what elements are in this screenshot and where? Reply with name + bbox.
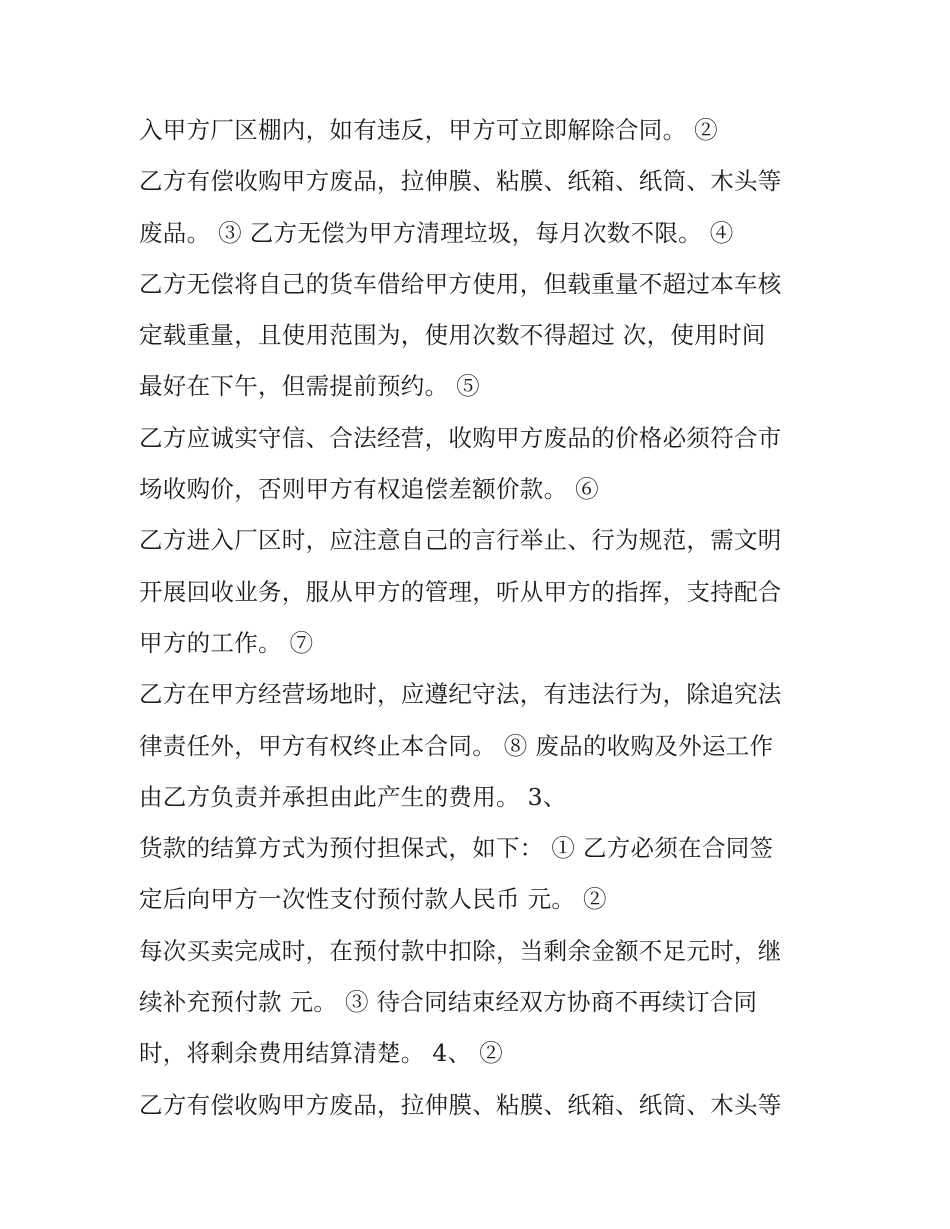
text-line: 入甲方厂区棚内，如有违反，甲方可立即解除合同。 ② [139, 116, 718, 144]
text-line: 每次买卖完成时，在预付款中扣除，当剩余金额不足元时，继 [139, 936, 782, 965]
text-line: 时，将剩余费用结算清楚。 4、 ② [139, 1039, 503, 1068]
text-line: 乙方有偿收购甲方废品，拉伸膜、粘膜、纸箱、纸筒、木头等 [139, 1090, 782, 1119]
text-line: 甲方的工作。 ⑦ [139, 628, 314, 657]
text-line: 乙方无偿将自己的货车借给甲方使用，但载重量不超过本车核 [139, 269, 782, 298]
text-line: 定载重量，且使用范围为，使用次数不得超过 次，使用时间 [139, 321, 766, 350]
text-line: 场收购价，否则甲方有权追偿差额价款。 ⑥ [139, 475, 599, 504]
text-line: 续补充预付款 元。 ③ 待合同结束经双方协商不再续订合同 [139, 988, 758, 1017]
text-line: 由乙方负责并承担由此产生的费用。 3、 [139, 782, 567, 811]
text-line: 货款的结算方式为预付担保式，如下： ① 乙方必须在合同签 [139, 834, 774, 863]
contract-text [139, 107, 839, 1133]
text-line: 律责任外，甲方有权终止本合同。 ⑧ 废品的收购及外运工作 [139, 731, 774, 760]
text-line: 乙方在甲方经营场地时，应遵纪守法，有违法行为，除追究法 [139, 680, 782, 709]
text-line: 最好在下午，但需提前预约。 ⑤ [139, 372, 480, 401]
text-line: 开展回收业务，服从甲方的管理，听从甲方的指挥，支持配合 [139, 577, 782, 606]
text-line: 乙方进入厂区时，应注意自己的言行举止、行为规范，需文明 [139, 526, 782, 555]
text-line: 废品。 ③ 乙方无偿为甲方清理垃圾，每月次数不限。 ④ [139, 218, 734, 247]
text-line: 乙方有偿收购甲方废品，拉伸膜、粘膜、纸箱、纸筒、木头等 [139, 167, 782, 196]
text-line: 乙方应诚实守信、合法经营，收购甲方废品的价格必须符合市 [139, 423, 782, 452]
text-line: 定后向甲方一次性支付预付款人民币 元。 ② [139, 885, 607, 914]
